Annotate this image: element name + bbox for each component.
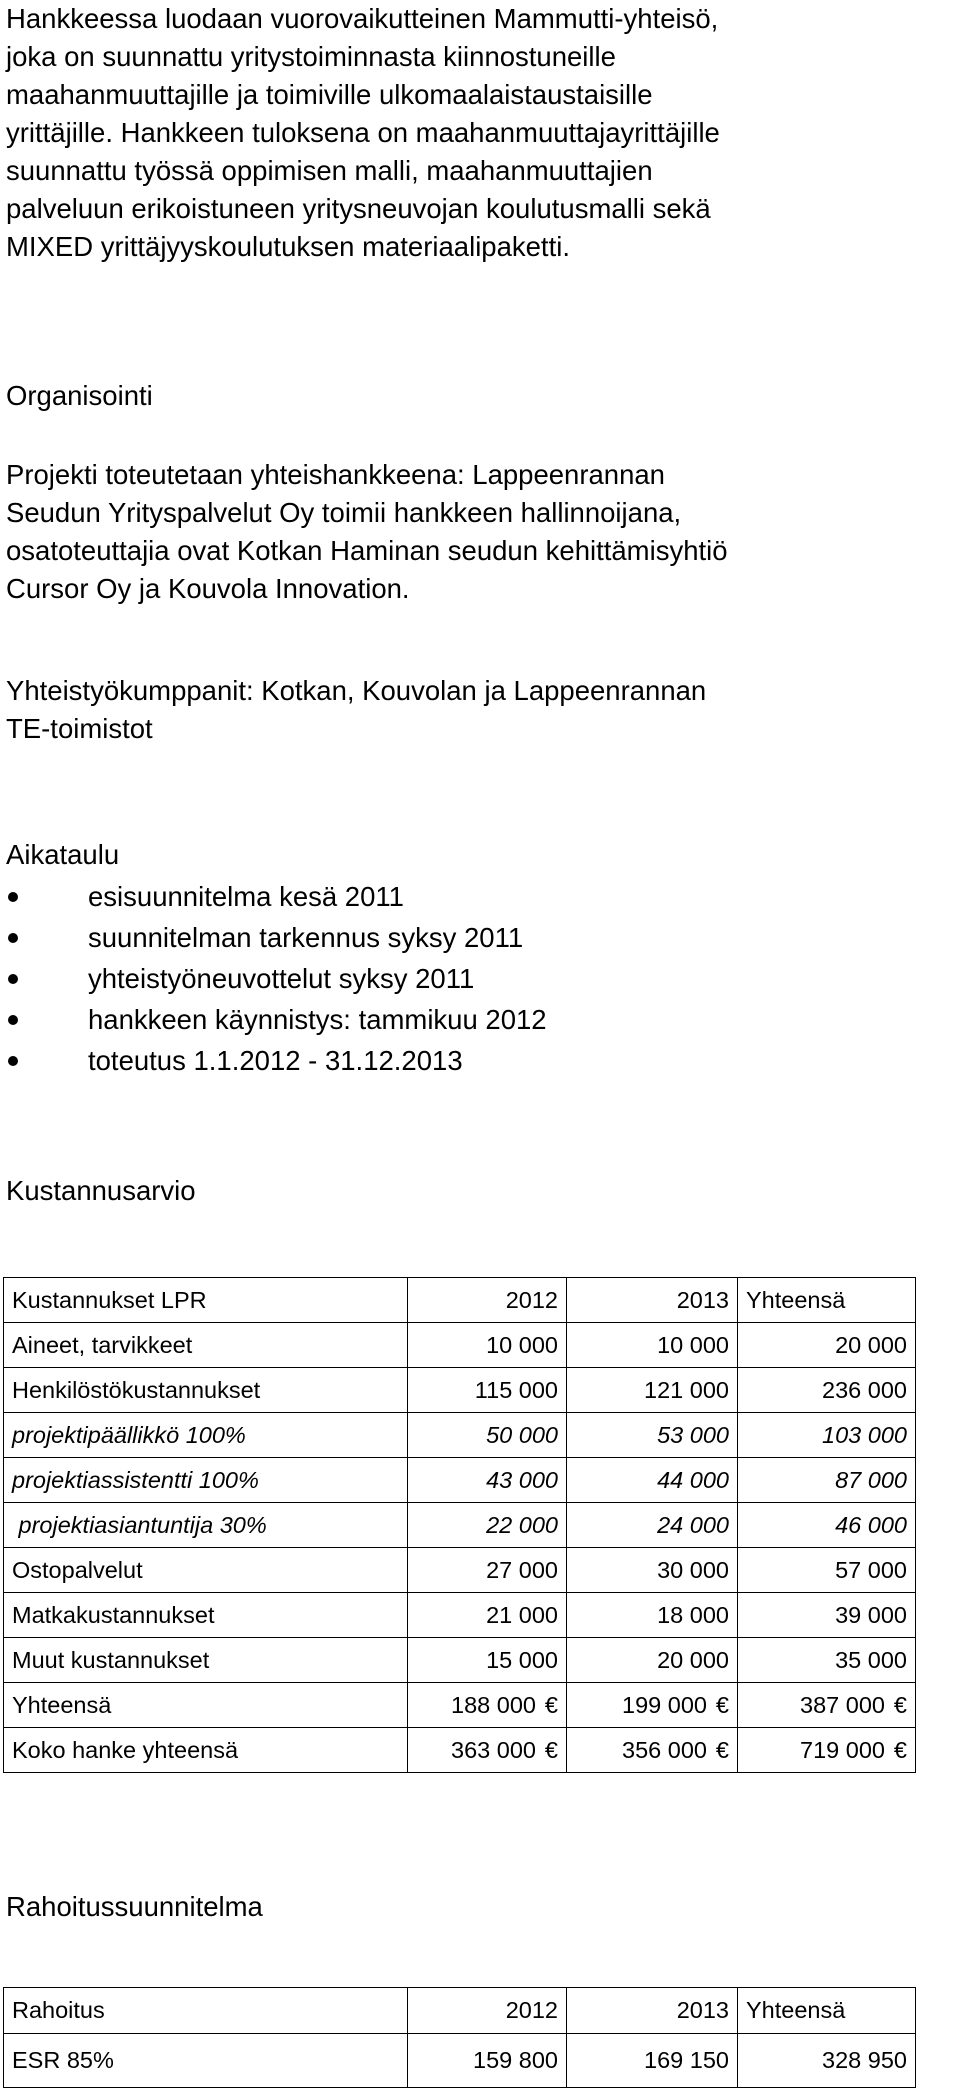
organisation-line: Projekti toteutetaan yhteishankkeena: Lappeenrannan: [6, 459, 665, 490]
row-label: projektipäällikkö 100%: [4, 1413, 408, 1458]
schedule-item-text: toteutus 1.1.2012 - 31.12.2013: [88, 1045, 463, 1076]
intro-line: maahanmuuttajille ja toimiville ulkomaalaistaustaisille: [6, 79, 653, 110]
column-header: Kustannukset LPR: [4, 1278, 408, 1323]
column-header: 2012: [408, 1988, 567, 2034]
intro-line: Hankkeessa luodaan vuorovaikutteinen Mammutti-yhteisö,: [6, 3, 719, 34]
value-total: 39 000: [738, 1593, 916, 1638]
table-header-row: [4, 1278, 916, 1323]
table-row: [4, 2034, 916, 2088]
column-header: 2013: [567, 1988, 738, 2034]
euro-sign: €: [544, 1736, 558, 1763]
row-label: Matkakustannukset: [4, 1593, 408, 1638]
value-2013: 121 000: [567, 1368, 738, 1413]
bullet-icon: [8, 974, 18, 984]
value-2013: 53 000: [567, 1413, 738, 1458]
bullet-icon: [8, 1056, 18, 1066]
schedule-item: [0, 917, 547, 958]
value-total: 719 000 €: [738, 1728, 916, 1773]
table-row: [4, 1368, 916, 1413]
column-header: Yhteensä: [738, 1988, 916, 2034]
organisation-paragraph: [6, 456, 946, 608]
row-label: Henkilöstökustannukset: [4, 1368, 408, 1413]
row-label: projektiasiantuntija 30%: [4, 1503, 408, 1548]
bullet-icon: [8, 1015, 18, 1025]
schedule-item: [0, 1040, 547, 1081]
value-2012: 115 000: [408, 1368, 567, 1413]
column-header: 2012: [408, 1278, 567, 1323]
schedule-item: [0, 958, 547, 999]
value-2012: 10 000: [408, 1323, 567, 1368]
value-2012: 43 000: [408, 1458, 567, 1503]
value-2013: 20 000: [567, 1638, 738, 1683]
column-header: Rahoitus: [4, 1988, 408, 2034]
schedule-item-text: esisuunnitelma kesä 2011: [88, 881, 404, 912]
value-2012: 21 000: [408, 1593, 567, 1638]
value-total: 35 000: [738, 1638, 916, 1683]
table-row: [4, 1548, 916, 1593]
value-total: 103 000: [738, 1413, 916, 1458]
value-2012: 27 000: [408, 1548, 567, 1593]
value-2013: 24 000: [567, 1503, 738, 1548]
intro-line: MIXED yrittäjyyskoulutuksen materiaalipaketti.: [6, 231, 570, 262]
euro-sign: €: [893, 1691, 907, 1718]
euro-sign: €: [715, 1736, 729, 1763]
value-2013: 199 000 €: [567, 1683, 738, 1728]
value-total: 20 000: [738, 1323, 916, 1368]
table-row: [4, 1503, 916, 1548]
table-header-row: [4, 1988, 916, 2034]
row-label: Aineet, tarvikkeet: [4, 1323, 408, 1368]
row-label: projektiassistentti 100%: [4, 1458, 408, 1503]
bullet-icon: [8, 933, 18, 943]
table-row: [4, 1413, 916, 1458]
schedule-item-text: hankkeen käynnistys: tammikuu 2012: [88, 1004, 547, 1035]
schedule-item-text: suunnitelman tarkennus syksy 2011: [88, 922, 524, 953]
organisation-line: Seudun Yrityspalvelut Oy toimii hankkeen hallinnoijana,: [6, 497, 682, 528]
euro-sign: €: [715, 1691, 729, 1718]
value-2012: 363 000 €: [408, 1728, 567, 1773]
value-2012: 159 800: [408, 2034, 567, 2088]
table-row: [4, 1638, 916, 1683]
schedule-item: [0, 876, 547, 917]
intro-paragraph: [6, 0, 946, 266]
value-total: 46 000: [738, 1503, 916, 1548]
cost-estimate-heading: Kustannusarvio: [6, 1175, 196, 1206]
schedule-list: [0, 876, 547, 1081]
value-2013: 30 000: [567, 1548, 738, 1593]
value-total: 387 000 €: [738, 1683, 916, 1728]
value-total: 87 000: [738, 1458, 916, 1503]
cost-estimate-table: [3, 1277, 916, 1773]
row-label: Ostopalvelut: [4, 1548, 408, 1593]
value-total: 328 950: [738, 2034, 916, 2088]
partners-line: TE-toimistot: [6, 713, 153, 744]
column-header: 2013: [567, 1278, 738, 1323]
partners-paragraph: [6, 672, 946, 748]
value-total: 57 000: [738, 1548, 916, 1593]
table-row: [4, 1593, 916, 1638]
row-label: Koko hanke yhteensä: [4, 1728, 408, 1773]
value-2012: 22 000: [408, 1503, 567, 1548]
row-label: ESR 85%: [4, 2034, 408, 2088]
value-2013: 10 000: [567, 1323, 738, 1368]
value-2013: 18 000: [567, 1593, 738, 1638]
euro-sign: €: [893, 1736, 907, 1763]
table-row: [4, 1683, 916, 1728]
intro-line: suunnattu työssä oppimisen malli, maahanmuuttajien: [6, 155, 653, 186]
value-2013: 169 150: [567, 2034, 738, 2088]
organisation-line: Cursor Oy ja Kouvola Innovation.: [6, 573, 410, 604]
table-row: [4, 1458, 916, 1503]
bullet-icon: [8, 892, 18, 902]
table-row: [4, 1728, 916, 1773]
euro-sign: €: [544, 1691, 558, 1718]
organisation-heading: Organisointi: [6, 380, 153, 411]
intro-line: palveluun erikoistuneen yritysneuvojan koulutusmalli sekä: [6, 193, 711, 224]
schedule-item: [0, 999, 547, 1040]
value-2013: 44 000: [567, 1458, 738, 1503]
value-2012: 188 000 €: [408, 1683, 567, 1728]
funding-plan-table: [3, 1987, 916, 2088]
funding-plan-heading: Rahoitussuunnitelma: [6, 1891, 263, 1922]
organisation-line: osatoteuttajia ovat Kotkan Haminan seudun kehittämisyhtiö: [6, 535, 728, 566]
value-2012: 15 000: [408, 1638, 567, 1683]
value-2012: 50 000: [408, 1413, 567, 1458]
intro-line: yrittäjille. Hankkeen tuloksena on maahanmuuttajayrittäjille: [6, 117, 720, 148]
column-header: Yhteensä: [738, 1278, 916, 1323]
table-row: [4, 1323, 916, 1368]
intro-line: joka on suunnattu yritystoiminnasta kiinnostuneille: [6, 41, 616, 72]
row-label: Muut kustannukset: [4, 1638, 408, 1683]
value-total: 236 000: [738, 1368, 916, 1413]
schedule-heading: Aikataulu: [6, 839, 120, 870]
schedule-item-text: yhteistyöneuvottelut syksy 2011: [88, 963, 475, 994]
partners-line: Yhteistyökumppanit: Kotkan, Kouvolan ja Lappeenrannan: [6, 675, 707, 706]
value-2013: 356 000 €: [567, 1728, 738, 1773]
row-label: Yhteensä: [4, 1683, 408, 1728]
